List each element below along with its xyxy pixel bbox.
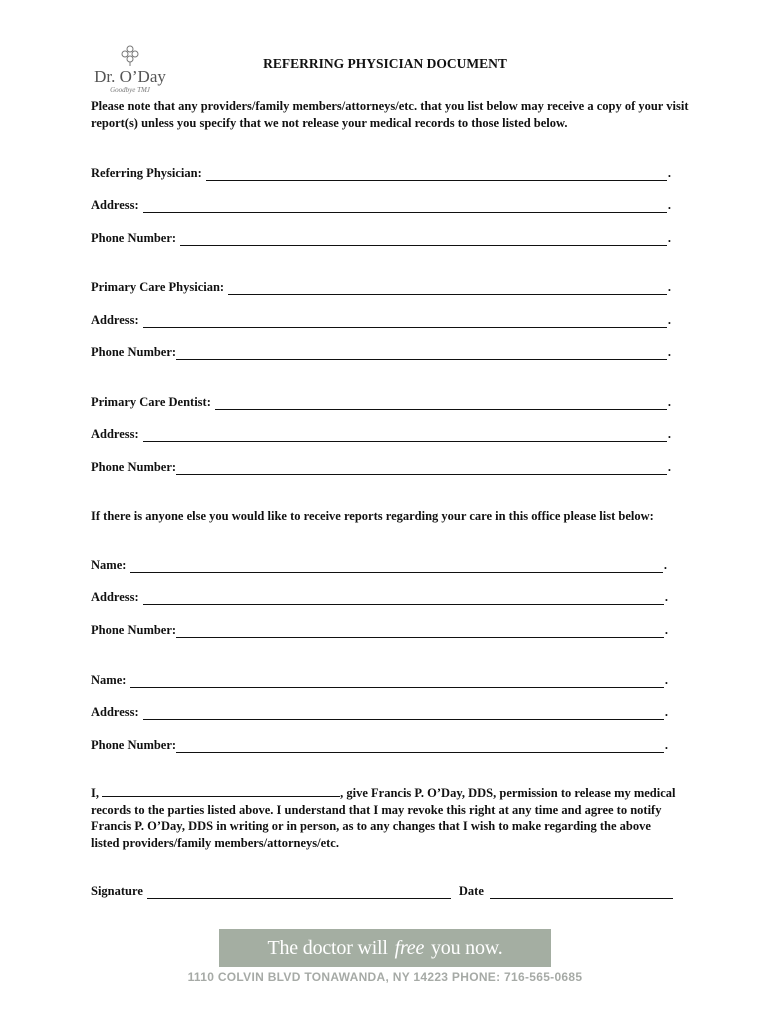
other2-name-field[interactable]: Name: . (91, 673, 668, 687)
pcp-address-field[interactable]: Address: . (91, 313, 671, 327)
field-label: Phone Number: (91, 345, 177, 359)
input-line[interactable] (176, 625, 664, 638)
consent-text: I, , give Francis P. O’Day, DDS, permission to release my medical records to the parties listed above. I understand that I may revoke this right at any time and agree to notify Francis P. O’Day, DDS in writing or in person, as to any changes that I wish to make regarding the above listed providers/family members/attorneys/etc. (91, 786, 676, 850)
field-label: Address: (91, 705, 139, 719)
dentist-phone-field[interactable]: Phone Number: . (91, 460, 671, 474)
other2-phone-field[interactable]: Phone Number: . (91, 738, 668, 752)
field-label: Address: (91, 198, 139, 212)
other1-address-field[interactable]: Address: . (91, 590, 668, 604)
primary-care-dentist-field[interactable]: Primary Care Dentist: . (91, 395, 671, 409)
field-label: Primary Care Dentist: (91, 395, 211, 409)
input-line[interactable] (130, 560, 662, 573)
intro-text: Please note that any providers/family members/attorneys/etc. that you list below may receive a copy of your visit report(s) unless you specify that we not release your medical records to those listed below. (91, 99, 689, 130)
field-label: Phone Number: (91, 738, 177, 752)
input-line[interactable] (215, 397, 667, 410)
field-label: Name: (91, 673, 127, 687)
input-line[interactable] (130, 675, 663, 688)
field-label: Address: (91, 313, 139, 327)
field-label: Referring Physician: (91, 166, 202, 180)
field-label: Phone Number: (91, 231, 177, 245)
pcp-phone-field[interactable]: Phone Number: . (91, 345, 671, 359)
referring-phone-field[interactable]: Phone Number: . (91, 231, 671, 245)
signature-line[interactable] (147, 886, 451, 899)
other2-address-field[interactable]: Address: . (91, 705, 668, 719)
other1-name-field[interactable]: Name: . (91, 558, 667, 572)
primary-care-physician-field[interactable]: Primary Care Physician: . (91, 280, 671, 294)
field-label: Address: (91, 590, 139, 604)
logo-tagline: Goodbye TMJ (110, 86, 150, 94)
signature-label: Signature (91, 884, 143, 898)
logo-name: Dr. O’Day (94, 67, 166, 86)
slogan-emphasis: free (394, 936, 425, 959)
date-label: Date (458, 884, 484, 898)
input-line[interactable] (176, 462, 667, 475)
others-prompt: If there is anyone else you would like to receive reports regarding your care in this office please list below: (91, 509, 654, 523)
signature-row (91, 881, 673, 899)
document-title: REFERRING PHYSICIAN DOCUMENT (263, 56, 507, 71)
field-label: Name: (91, 558, 127, 572)
dentist-address-field[interactable]: Address: . (91, 427, 671, 441)
field-label: Primary Care Physician: (91, 280, 225, 294)
field-label: Phone Number: (91, 460, 177, 474)
input-line[interactable] (143, 200, 667, 213)
field-label: Address: (91, 427, 139, 441)
input-line[interactable] (143, 315, 667, 328)
input-line[interactable] (206, 168, 667, 181)
input-line[interactable] (143, 707, 664, 720)
referring-address-field[interactable]: Address: . (91, 198, 671, 212)
slogan-banner: The doctor will free you now. (219, 929, 551, 967)
patient-name-blank[interactable] (102, 785, 340, 797)
input-line[interactable] (228, 282, 667, 295)
referring-physician-field[interactable]: Referring Physician: . (91, 166, 671, 180)
other1-phone-field[interactable]: Phone Number: . (91, 623, 668, 637)
input-line[interactable] (176, 347, 667, 360)
field-label: Phone Number: (91, 623, 177, 637)
input-line[interactable] (176, 740, 664, 753)
input-line[interactable] (180, 233, 667, 246)
date-line[interactable] (490, 886, 673, 899)
input-line[interactable] (143, 592, 664, 605)
footer-address: 1110 COLVIN BLVD TONAWANDA, NY 14223 PHONE: 716-565-0685 (187, 970, 583, 984)
input-line[interactable] (143, 429, 667, 442)
